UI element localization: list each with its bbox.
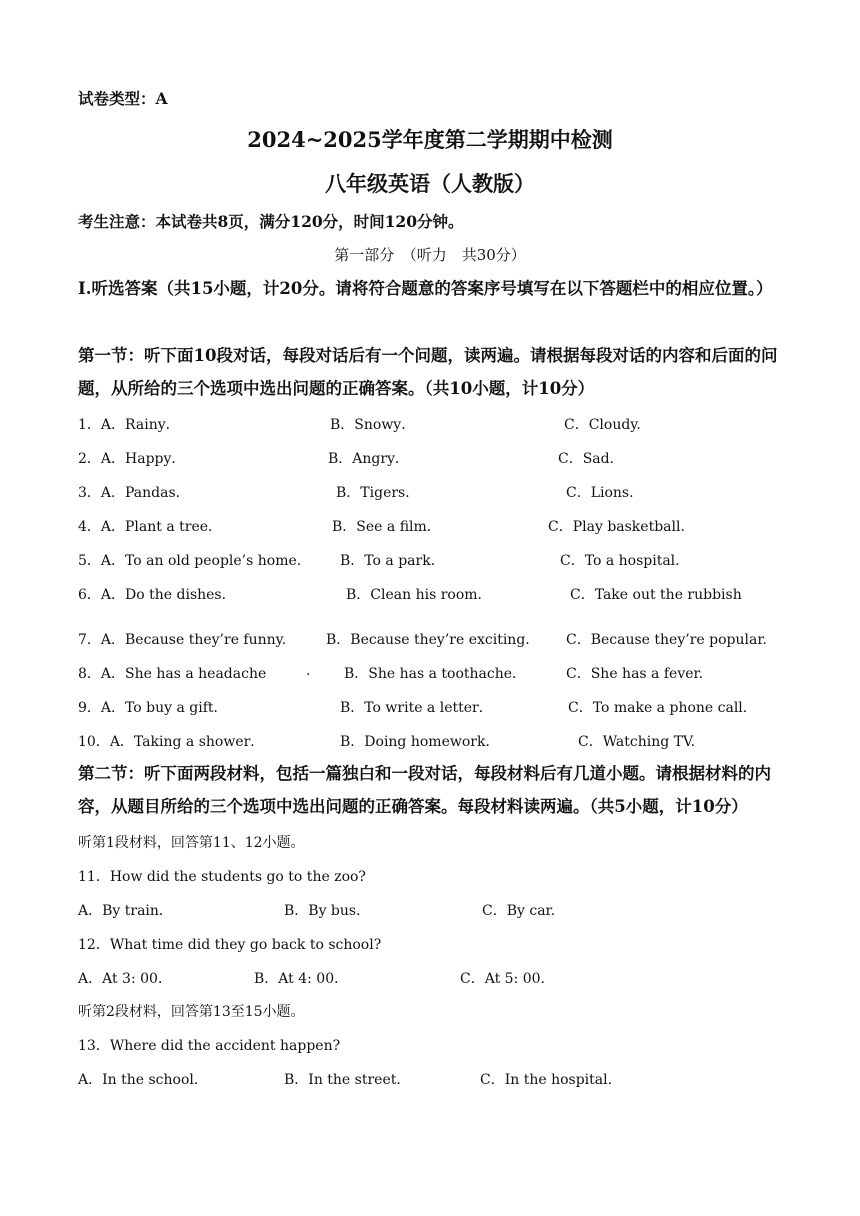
q10-option-a: 10．A．Taking a shower． (78, 734, 265, 750)
q10-option-b: B．Doing homework． (340, 734, 500, 750)
exam-title: 2024~2025学年度第二学期期中检测 (247, 127, 613, 152)
q5-option-a: 5．A．To an old people’s home. (78, 553, 302, 569)
material-1-note: 听第1段材料，回答第11、12小题。 (78, 835, 305, 851)
q12-option-b: B．At 4: 00． (254, 971, 349, 987)
part-one-heading: 第一部分 （听力 共30分） (334, 246, 526, 264)
q3-option-a: 3．A．Pandas． (78, 485, 190, 501)
q12-stem: 12．What time did they go back to school? (78, 937, 382, 953)
q11-option-c: C．By car. (482, 903, 556, 919)
q5-option-b: B．To a park． (340, 553, 445, 569)
q6-option-b: B．Clean his room． (346, 587, 492, 603)
q11-stem: 11．How did the students go to the zoo? (78, 869, 366, 885)
q8-option-b: B．She has a toothache． (344, 666, 527, 682)
material-2-note: 听第2段材料，回答第13至15小题。 (78, 1004, 305, 1020)
q11-option-b: B．By bus． (284, 903, 371, 919)
q10-option-c: C．Watching TV. (578, 734, 696, 750)
q7-option-b: B．Because they’re exciting. (326, 632, 530, 648)
q4-option-a: 4．A．Plant a tree． (78, 519, 223, 535)
q6-option-c: C．Take out the rubbish (570, 587, 742, 603)
q13-option-a: A．In the school． (78, 1072, 208, 1088)
q1-option-c: C．Cloudy. (564, 417, 641, 433)
q12-option-c: C．At 5: 00． (460, 971, 555, 987)
exam-notice: 考生注意：本试卷共8页，满分120分，时间120分钟。 (78, 212, 464, 231)
q5-option-c: C．To a hospital. (560, 553, 680, 569)
q9-option-b: B．To write a letter． (340, 700, 493, 716)
section-2-instructions: 第二节：听下面两段材料，包括一篇独白和一段对话，每段材料后有几道小题。请根据材料的内容，从题目所给的三个选项中选出问题的正确答案。每段材料读两遍。（共5小题，计10分） (78, 764, 771, 816)
q2-option-b: B．Angry． (328, 451, 409, 467)
q4-option-c: C．Play basketball. (548, 519, 685, 535)
q12-option-a: A．At 3: 00． (78, 971, 172, 987)
q8-stray-dot: . (306, 663, 311, 679)
q1-option-b: B．Snowy． (330, 417, 416, 433)
q6-option-a: 6．A．Do the dishes． (78, 587, 236, 603)
q1-option-a: 1．A．Rainy． (78, 417, 180, 433)
q9-option-c: C．To make a phone call. (568, 700, 748, 716)
q13-option-c: C．In the hospital. (480, 1072, 613, 1088)
q7-option-c: C．Because they’re popular. (566, 632, 767, 648)
paper-type: 试卷类型：A (78, 89, 168, 108)
q8-option-c: C．She has a fever. (566, 666, 704, 682)
q9-option-a: 9．A．To buy a gift． (78, 700, 228, 716)
exam-subtitle: 八年级英语（人教版） (325, 171, 535, 196)
q4-option-b: B．See a film． (332, 519, 441, 535)
q13-stem: 13．Where did the accident happen? (78, 1038, 341, 1054)
q3-option-b: B．Tigers． (336, 485, 420, 501)
q8-option-a: 8．A．She has a headache (78, 666, 267, 682)
section-i-instructions: Ⅰ.听选答案（共15小题，计20分。请将符合题意的答案序号填写在以下答题栏中的相应位置。） (78, 279, 773, 298)
q2-option-a: 2．A．Happy． (78, 451, 186, 467)
q3-option-c: C．Lions. (566, 485, 634, 501)
section-1-instructions: 第一节：听下面10段对话，每段对话后有一个问题，读两遍。请根据每段对话的内容和后面的问题，从所给的三个选项中选出问题的正确答案。（共10小题，计10分） (78, 346, 778, 398)
q2-option-c: C．Sad. (558, 451, 615, 467)
q11-option-a: A．By train． (78, 903, 173, 919)
q7-option-a: 7．A．Because they’re funny. (78, 632, 287, 648)
q13-option-b: B．In the street． (284, 1072, 411, 1088)
